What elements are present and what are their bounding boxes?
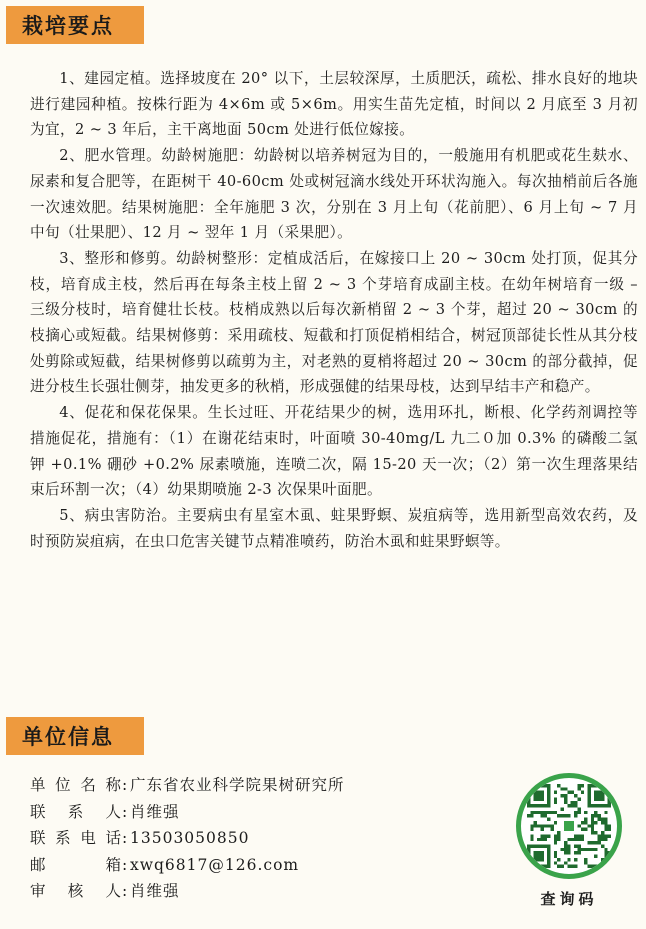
unit-row-name: 单位名称 : 广东省农业科学院果树研究所 xyxy=(30,772,490,799)
unit-info-list xyxy=(30,772,490,905)
unit-value-phone: 13503050850 xyxy=(130,829,250,847)
cultivation-content xyxy=(30,66,638,554)
unit-value-email: xwq6817@126.com xyxy=(130,855,300,874)
paragraph-planting: 1、建园定植。选择坡度在 20° 以下，土层较深厚，土质肥沃，疏松、排水良好的地块进行建园种植。按株行距为 4×6m 或 5×6m。用实生苗先定植，时间以 2 月底至 3 月初为宜，2 ~ 3 年后，主干离地面 50cm 处进行低位嫁接。 xyxy=(30,70,638,139)
section-title-cultivation: 栽培要点 xyxy=(22,14,114,38)
qr-caption: 查询码 xyxy=(540,890,598,908)
qr-code[interactable] xyxy=(516,773,622,879)
section-header-unit xyxy=(6,717,144,755)
qr-code-icon xyxy=(527,784,611,868)
unit-label-contact: 联系人 xyxy=(30,802,122,821)
unit-label-email: 邮箱 xyxy=(30,855,122,874)
unit-row-contact: 联系人 : 肖维强 xyxy=(30,799,490,826)
unit-value-name: 广东省农业科学院果树研究所 xyxy=(130,776,345,794)
paragraph-pruning: 3、整形和修剪。幼龄树整形：定植成活后，在嫁接口上 20 ~ 30cm 处打顶，促其分枝，培育成主枝，然后再在每条主枝上留 2 ~ 3 个芽培育成副主枝。在幼年树培育一级 – 三级分枝时，培育健壮长枝。枝梢成熟以后每次新梢留 2 ~ 3 个芽，超过 20 ~ 30cm 的枝摘心或短截。结果树修剪：采用疏枝、短截和打顶促梢相结合，树冠顶部徒长性从其分枝处剪除或短截，结果树修剪以疏剪为主，对老熟的夏梢将超过 20 ~ 30cm 的部分截掉，促进分枝生长强壮侧芽，抽发更多的秋梢，形成强健的结果母枝，达到早结丰产和稳产。 xyxy=(30,249,638,396)
unit-value-contact: 肖维强 xyxy=(130,802,180,821)
paragraph-fertilizer: 2、肥水管理。幼龄树施肥：幼龄树以培养树冠为目的，一般施用有机肥或花生麸水、尿素和复合肥等，在距树干 40-60cm 处或树冠滴水线处开环状沟施入。每次抽梢前后各施一次速效肥。结果树施肥：全年施肥 3 次，分别在 3 月上旬（花前肥）、6 月上旬 ~ 7 月中旬（壮果肥）、12 月 ~ 翌年 1 月（采果肥）。 xyxy=(30,147,638,242)
paragraph-flowering: 4、促花和保花保果。生长过旺、开花结果少的树，选用环扎，断根、化学药剂调控等措施促花，措施有：（1）在谢花结束时，叶面喷 30-40mg/L 九二０加 0.3% 的磷酸二氢钾 +0.1% 硼砂 +0.2% 尿素喷施，连喷二次，隔 15-20 天一次；（2）第一次生理落果结束后环割一次；（4）幼果期喷施 2-3 次保果叶面肥。 xyxy=(30,404,638,499)
section-title-unit: 单位信息 xyxy=(22,725,114,749)
section-header-cultivation xyxy=(6,6,144,44)
unit-label-name: 单位名称 xyxy=(30,776,122,794)
unit-row-email: 邮箱 : xwq6817@126.com xyxy=(30,852,490,879)
unit-value-reviewer: 肖维强 xyxy=(130,882,180,900)
paragraph-pest-control: 5、病虫害防治。主要病虫有星室木虱、蛀果野螟、炭疽病等，选用新型高效农药，及时预防炭疽病，在虫口危害关键节点精准喷药，防治木虱和蛀果野螟等。 xyxy=(30,506,638,550)
unit-row-phone: 联系电话 : 13503050850 xyxy=(30,825,490,852)
unit-label-phone: 联系电话 xyxy=(30,829,122,847)
unit-row-reviewer: 审核人 : 肖维强 xyxy=(30,878,490,905)
unit-label-reviewer: 审核人 xyxy=(30,882,122,900)
